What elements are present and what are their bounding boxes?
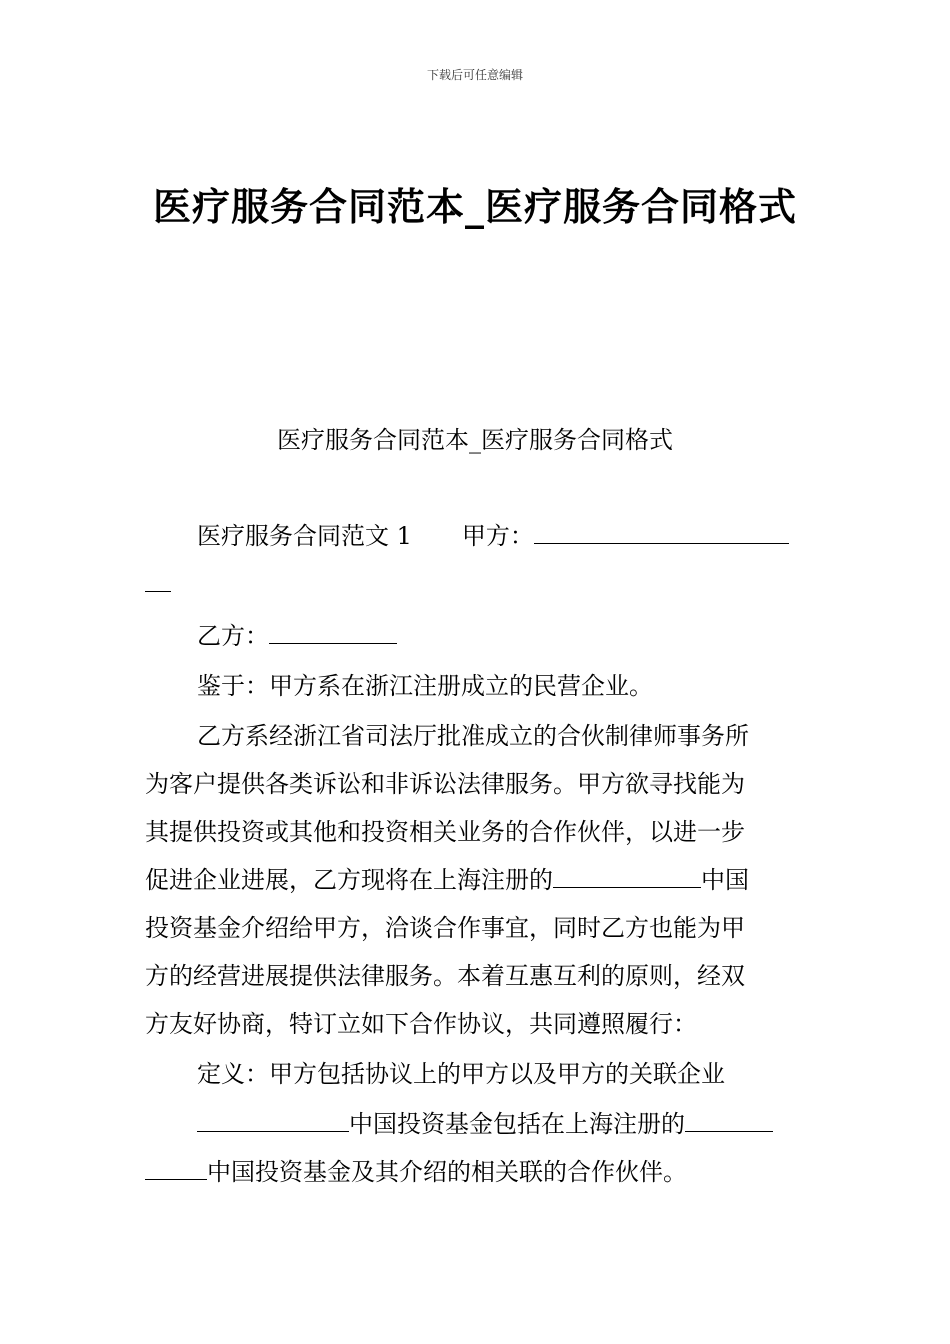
- paragraph-line: [145, 1100, 773, 1148]
- paragraph-text: 中国: [701, 866, 749, 894]
- fund-blank-1: [197, 1101, 349, 1132]
- paragraph-text: 中国投资基金包括在上海注册的: [349, 1110, 685, 1138]
- party-a-blank: [534, 513, 789, 544]
- paragraph-line: 为客户提供各类诉讼和非诉讼法律服务。甲方欲寻找能为: [145, 770, 745, 798]
- party-b-blank: [269, 613, 397, 644]
- paragraph-line: 方友好协商，特订立如下合作协议，共同遵照履行：: [145, 1010, 697, 1038]
- paragraph-text: 促进企业进展，乙方现将在上海注册的: [145, 866, 553, 894]
- paragraph-line: 方的经营进展提供法律服务。本着互惠互利的原则，经双: [145, 962, 745, 990]
- paragraph-line: 鉴于：甲方系在浙江注册成立的民营企业。: [197, 672, 653, 700]
- fund-blank-2-continued: [145, 1149, 207, 1180]
- paragraph-line: 定义：甲方包括协议上的甲方以及甲方的关联企业: [197, 1060, 725, 1088]
- document-subtitle: 医疗服务合同范本_医疗服务合同格式: [277, 426, 673, 454]
- line-party-a-continued: [145, 560, 171, 608]
- line-party-b: [145, 612, 397, 660]
- paragraph-line: 其提供投资或其他和投资相关业务的合作伙伴，以进一步: [145, 818, 745, 846]
- contract-sample-label: 医疗服务合同范文 1: [197, 522, 412, 550]
- paragraph-text: 中国投资基金及其介绍的相关联的合作伙伴。: [207, 1158, 687, 1186]
- party-a-blank-continued: [145, 561, 171, 592]
- paragraph-line: [145, 1148, 687, 1196]
- document-title: 医疗服务合同范本_医疗服务合同格式: [152, 185, 797, 229]
- fund-name-blank: [553, 857, 701, 888]
- line-intro: [145, 512, 789, 560]
- fund-blank-2: [685, 1101, 773, 1132]
- paragraph-line: [145, 856, 749, 904]
- party-a-label: 甲方：: [461, 522, 534, 550]
- contract-body: [145, 512, 810, 1212]
- header-note: 下载后可任意编辑: [426, 68, 523, 82]
- paragraph-line: 投资基金介绍给甲方，洽谈合作事宜，同时乙方也能为甲: [145, 914, 745, 942]
- party-b-label: 乙方：: [197, 622, 269, 650]
- paragraph-line: 乙方系经浙江省司法厅批准成立的合伙制律师事务所: [197, 722, 749, 750]
